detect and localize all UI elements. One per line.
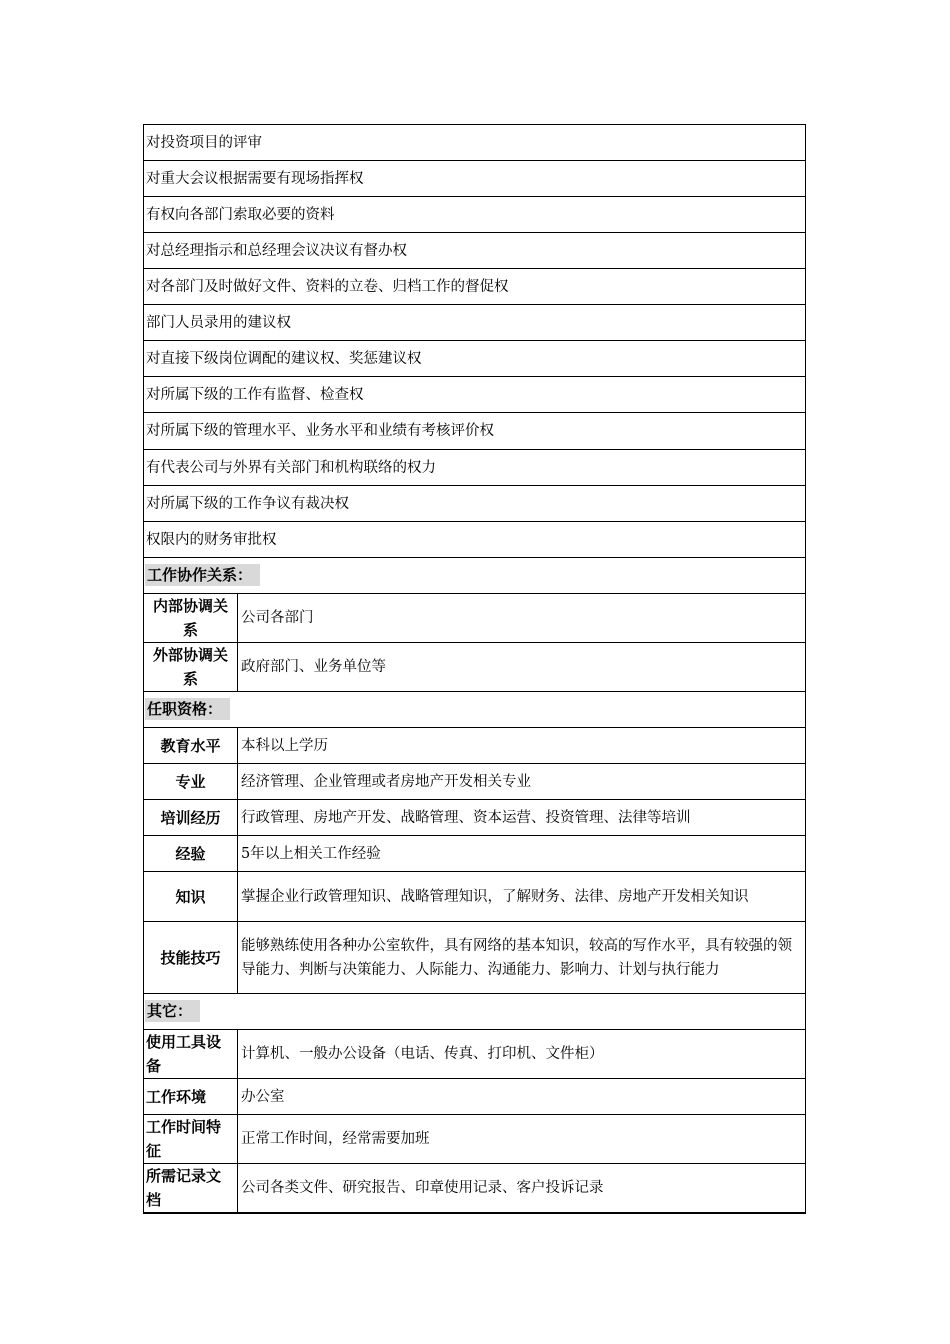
row-label: 使用工具设备: [144, 1030, 238, 1079]
row-value: 行政管理、房地产开发、战略管理、资本运营、投资管理、法律等培训: [238, 800, 806, 836]
row-value: 公司各类文件、研究报告、印章使用记录、客户投诉记录: [238, 1164, 806, 1214]
authority-item: 对重大会议根据需要有现场指挥权: [144, 161, 806, 197]
row-label: 技能技巧: [144, 922, 238, 994]
row-label: 工作环境: [144, 1079, 238, 1115]
row-value: 经济管理、企业管理或者房地产开发相关专业: [238, 764, 806, 800]
section-heading-other: 其它：: [145, 1000, 200, 1022]
authority-item: 对直接下级岗位调配的建议权、奖惩建议权: [144, 341, 806, 377]
row-label: 外部协调关系: [144, 643, 238, 692]
row-value: 计算机、一般办公设备（电话、传真、打印机、文件柜）: [238, 1030, 806, 1079]
authority-item: 权限内的财务审批权: [144, 522, 806, 558]
row-value: 本科以上学历: [238, 728, 806, 764]
authority-item: 对投资项目的评审: [144, 125, 806, 161]
job-description-table: [143, 124, 806, 1214]
row-label: 内部协调关系: [144, 594, 238, 643]
row-label: 教育水平: [144, 728, 238, 764]
row-value: 公司各部门: [238, 594, 806, 643]
row-value: 5年以上相关工作经验: [238, 836, 806, 872]
authority-item: 对所属下级的工作争议有裁决权: [144, 486, 806, 522]
row-label: 知识: [144, 872, 238, 922]
authority-item: 对各部门及时做好文件、资料的立卷、归档工作的督促权: [144, 269, 806, 305]
authority-item: 有权向各部门索取必要的资料: [144, 197, 806, 233]
authority-item: 有代表公司与外界有关部门和机构联络的权力: [144, 450, 806, 486]
row-label: 工作时间特征: [144, 1115, 238, 1164]
row-value: 政府部门、业务单位等: [238, 643, 806, 692]
section-heading-cooperation: 工作协作关系：: [145, 564, 260, 586]
row-label: 专业: [144, 764, 238, 800]
authority-item: 对总经理指示和总经理会议决议有督办权: [144, 233, 806, 269]
row-label: 培训经历: [144, 800, 238, 836]
authority-item: 对所属下级的管理水平、业务水平和业绩有考核评价权: [144, 413, 806, 450]
row-label: 经验: [144, 836, 238, 872]
row-value: 办公室: [238, 1079, 806, 1115]
authority-item: 部门人员录用的建议权: [144, 305, 806, 341]
section-heading-qualifications: 任职资格：: [145, 698, 230, 720]
row-label: 所需记录文档: [144, 1164, 238, 1214]
row-value: 正常工作时间，经常需要加班: [238, 1115, 806, 1164]
authority-item: 对所属下级的工作有监督、检查权: [144, 377, 806, 413]
row-value: 能够熟练使用各种办公室软件，具有网络的基本知识，较高的写作水平，具有较强的领导能力、判断与决策能力、人际能力、沟通能力、影响力、计划与执行能力: [238, 922, 806, 994]
row-value: 掌握企业行政管理知识、战略管理知识，了解财务、法律、房地产开发相关知识: [238, 872, 806, 922]
